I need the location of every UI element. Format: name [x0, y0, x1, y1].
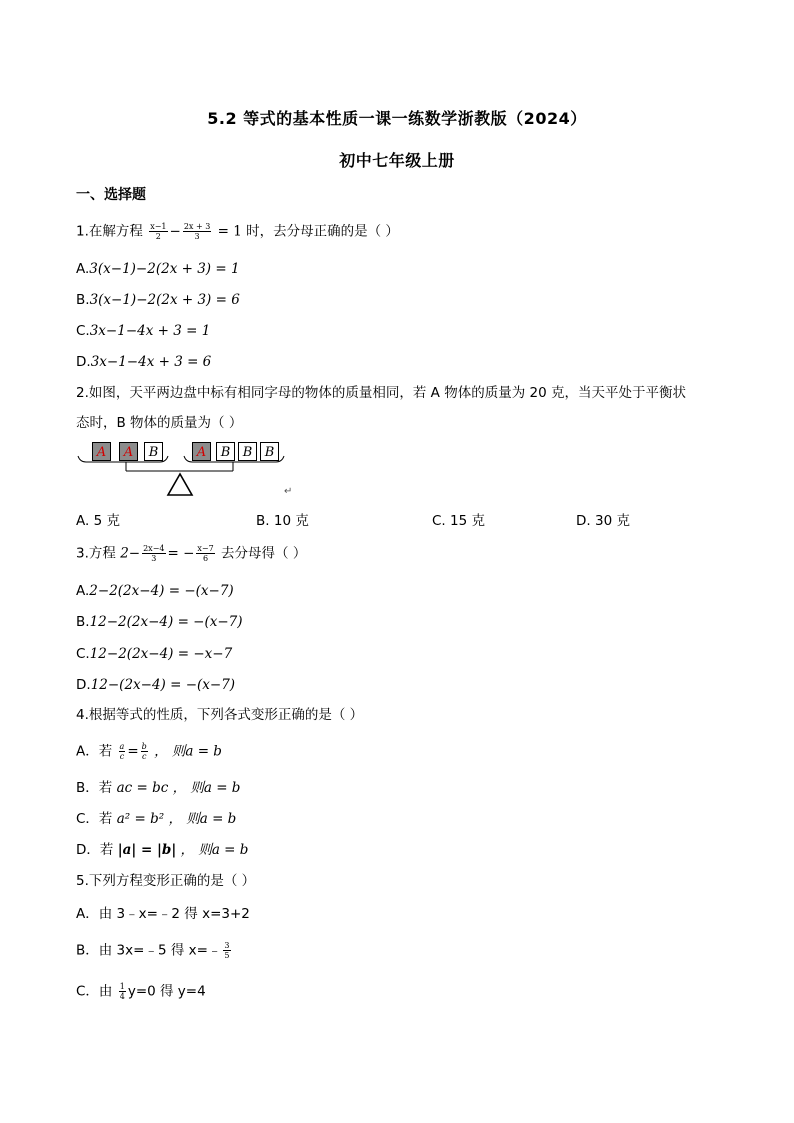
q2-option-d: D. 30 克 — [576, 513, 630, 529]
right-pan-box-a: A — [192, 442, 211, 461]
q1-suffix: 时，去分母正确的是（ ） — [246, 223, 399, 240]
q4-option-d: D．若 |a| = |b| ， 则a = b — [76, 842, 249, 858]
q4-option-b: B．若 ac = bc ， 则a = b — [76, 780, 241, 796]
q2-option-a: A. 5 克 — [76, 513, 120, 529]
question-2-line-1: 2.如图，天平两边盘中标有相同字母的物体的质量相同，若 A 物体的质量为 20 克，当天平处于平衡状 — [76, 385, 686, 401]
section-heading: 一、选择题 — [76, 187, 146, 203]
q3-option-b: B.12−2(2x−4) = −(x−7) — [76, 614, 243, 630]
question-2-line-2: 态时，B 物体的质量为（ ） — [76, 415, 243, 431]
q4-option-a: A．若 $\frac{a}{c}$ = $\frac{b}{c}$ ， 则a = b — [76, 742, 222, 761]
question-3-stem: 3.方程 2− $\frac{2x-4}{3}$ = − $\frac{x-7}{6}$ 去分母得（ ） — [76, 544, 307, 563]
q3-option-c: C.12−2(2x−4) = −x−7 — [76, 646, 233, 662]
q5-option-b: B．由 3x=﹣5 得 x=﹣ $\frac{3}{5}$ — [76, 941, 230, 960]
q4-fraction-a: $\frac{a}{c}$ — [119, 742, 125, 761]
q3-fraction-1: $\frac{2x-4}{3}$ — [143, 544, 165, 563]
document-subtitle: 初中七年级上册 — [339, 151, 455, 170]
q1-prefix: 1.在解方程 — [76, 223, 143, 240]
q1-option-c: C.3x−1−4x + 3 = 1 — [76, 323, 211, 339]
question-4-stem: 4.根据等式的性质，下列各式变形正确的是（ ） — [76, 707, 364, 723]
paragraph-return-mark: ↵ — [284, 486, 293, 497]
left-pan-box-a: A — [92, 442, 111, 461]
q1-fraction-1: $\frac{x-1}{2}$ — [150, 222, 167, 241]
q2-option-c: C. 15 克 — [432, 513, 485, 529]
left-pan-box-b: B — [144, 442, 163, 461]
q5-fraction-c: $\frac{1}{4}$ — [119, 982, 125, 1001]
q1-option-a: A.3(x−1)−2(2x + 3) = 1 — [76, 261, 240, 277]
q4-option-c: C．若 a² = b² ， 则a = b — [76, 811, 237, 827]
q5-fraction-b: $\frac{3}{5}$ — [224, 941, 230, 960]
q3-option-a: A.2−2(2x−4) = −(x−7) — [76, 583, 234, 599]
document-title: 5.2 等式的基本性质一课一练数学浙教版（2024） — [207, 109, 587, 128]
balance-scale-figure — [76, 438, 296, 498]
q2-option-b: B. 10 克 — [256, 513, 309, 529]
left-pan-box-a: A — [119, 442, 138, 461]
right-pan-box-b: B — [216, 442, 235, 461]
question-1-stem: 1.在解方程 $\frac{x-1}{2}$ − $\frac{2x + 3}{3}$ = 1 时，去分母正确的是（ ） — [76, 222, 399, 241]
question-5-stem: 5.下列方程变形正确的是（ ） — [76, 873, 256, 889]
q1-option-b: B.3(x−1)−2(2x + 3) = 6 — [76, 292, 240, 308]
q4-fraction-b: $\frac{b}{c}$ — [141, 742, 147, 761]
q3-option-d: D.12−(2x−4) = −(x−7) — [76, 677, 236, 693]
q1-fraction-2: $\frac{2x + 3}{3}$ — [183, 222, 211, 241]
q1-option-d: D.3x−1−4x + 3 = 6 — [76, 354, 212, 370]
q3-fraction-2: $\frac{x-7}{6}$ — [197, 544, 214, 563]
q1-rhs: = 1 — [217, 223, 242, 240]
q5-option-c: C．由 $\frac{1}{4}$ y=0 得 y=4 — [76, 982, 206, 1001]
right-pan-box-b: B — [260, 442, 279, 461]
right-pan-box-b: B — [238, 442, 257, 461]
q5-option-a: A．由 3﹣x=﹣2 得 x=3+2 — [76, 906, 250, 922]
